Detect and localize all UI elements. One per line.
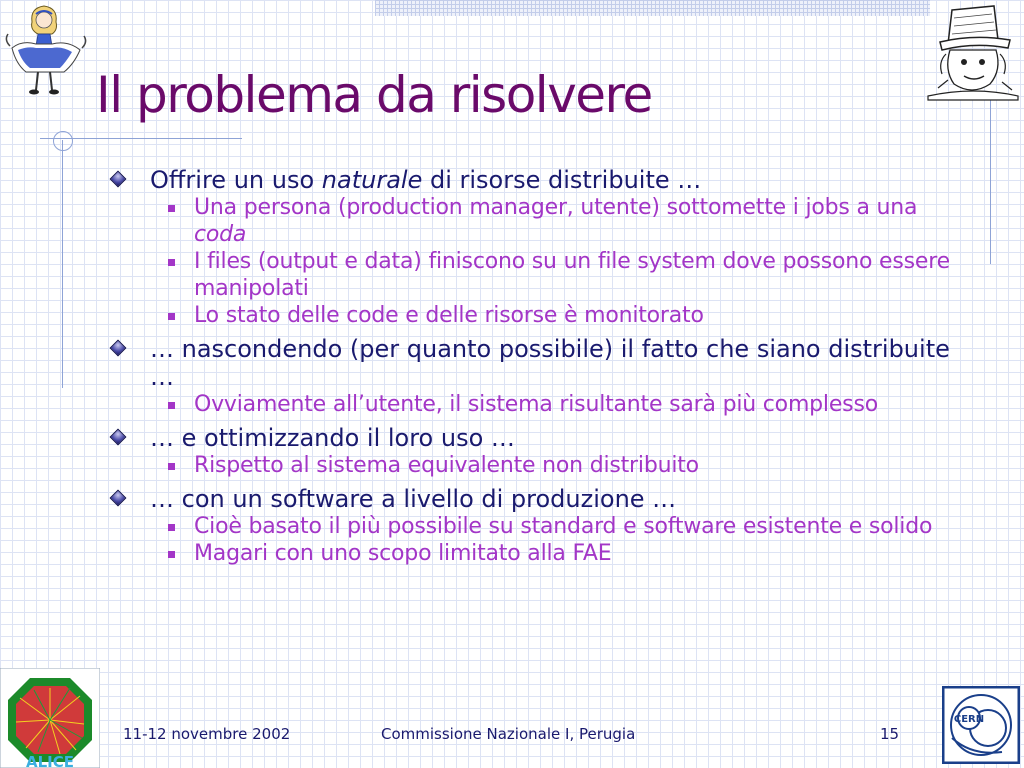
sub-bullet-point: [108, 513, 966, 540]
sub-bullet-text: I files (output e data) finiscono su un file system dove possono essere manipolati: [194, 249, 950, 301]
diamond-bullet-icon: [110, 340, 127, 357]
cern-logo-text: CERN: [953, 714, 985, 725]
bullet-text: … nascondendo (per quanto possibile) il fatto che siano distribuite …: [150, 335, 950, 391]
bullet-point: [108, 166, 966, 194]
sub-bullet-point: [108, 194, 966, 248]
decorative-right-line: [990, 96, 991, 264]
slide-content: [108, 166, 966, 567]
sub-bullet-point: [108, 391, 966, 418]
square-bullet-icon: [168, 551, 175, 558]
sub-bullet-text: Magari con uno scopo limitato alla FAE: [194, 541, 612, 566]
bullet-text: Offrire un uso: [150, 166, 322, 194]
square-bullet-icon: [168, 259, 175, 266]
diamond-bullet-icon: [110, 490, 127, 507]
square-bullet-icon: [168, 205, 175, 212]
sub-bullet-text: Ovviamente all’utente, il sistema risultante sarà più complesso: [194, 392, 878, 417]
sub-bullet-text: Una persona (production manager, utente) sottomette i jobs a una: [194, 195, 918, 220]
square-bullet-icon: [168, 313, 175, 320]
bullet-point: [108, 485, 966, 513]
bullet-text: … con un software a livello di produzione …: [150, 485, 677, 513]
square-bullet-icon: [168, 463, 175, 470]
footer-date: 11-12 novembre 2002: [123, 725, 291, 743]
bullet-point: [108, 424, 966, 452]
diamond-bullet-icon: [110, 171, 127, 188]
bullet-point: [108, 335, 966, 391]
sub-bullet-point: [108, 248, 966, 302]
alice-logo-text: ALICE: [25, 753, 75, 768]
page-number: 15: [880, 725, 900, 743]
sub-bullet-point: [108, 540, 966, 567]
square-bullet-icon: [168, 402, 175, 409]
top-decorative-band: [375, 0, 930, 16]
cern-logo: [942, 686, 1020, 764]
slide-title: Il problema da risolvere: [96, 66, 652, 124]
diamond-bullet-icon: [110, 429, 127, 446]
alice-illustration: [2, 0, 90, 100]
bullet-emphasis: naturale: [321, 166, 423, 194]
sub-bullet-point: [108, 302, 966, 329]
bullet-text: … e ottimizzando il loro uso …: [150, 424, 515, 452]
sub-bullet-text: Rispetto al sistema equivalente non distribuito: [194, 453, 699, 478]
square-bullet-icon: [168, 524, 175, 531]
decorative-vertical-line: [62, 140, 63, 388]
alice-logo: [0, 668, 100, 768]
sub-bullet-text: Cioè basato il più possibile su standard e software esistente e solido: [194, 514, 933, 539]
sub-bullet-point: [108, 452, 966, 479]
decorative-circle: [53, 131, 73, 151]
sub-bullet-text: Lo stato delle code e delle risorse è monitorato: [194, 303, 704, 328]
footer-center-text: Commissione Nazionale I, Perugia: [381, 725, 636, 743]
bullet-text: di risorse distribuite …: [422, 166, 702, 194]
mad-hatter-illustration: [924, 0, 1022, 104]
sub-bullet-emphasis: coda: [194, 222, 247, 247]
